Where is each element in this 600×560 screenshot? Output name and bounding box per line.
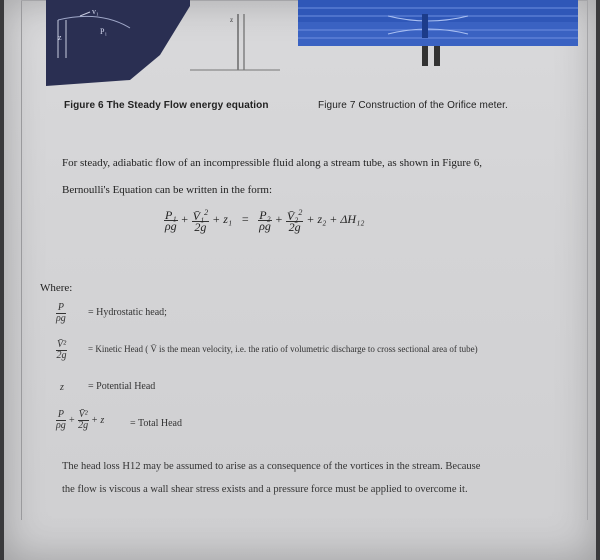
document-page: [4, 0, 596, 560]
hydrostatic-symbol: $\frac{P}{\rho g}$: [56, 302, 66, 324]
figure7-leg-left: [422, 46, 428, 66]
potential-symbol: z: [60, 382, 64, 393]
total-head-symbol: $\frac{P}{\rho g}$ + $\frac{\text{V̄²}}{2g}$ + z: [56, 409, 105, 431]
total-head-text: = Total Head: [130, 418, 182, 429]
eq-z1: + z₁: [212, 211, 233, 226]
figure7-pipe-top: [298, 0, 578, 22]
kinetic-text: = Kinetic Head ( V̄ is the mean velocity, i.e. the ratio of volumetric discharge to cross sectional area of tube): [88, 344, 478, 354]
page-border-right: [587, 0, 588, 520]
intro-line-1: For steady, adiabatic flow of an incompressible fluid along a stream tube, as shown in Figure 6,: [62, 157, 482, 169]
figure7-orifice-plate: [422, 14, 428, 38]
figure7-illustration: [298, 0, 578, 70]
potential-text: = Potential Head: [88, 381, 156, 392]
figure6-label-z: z: [58, 33, 62, 42]
kinetic-symbol: $\frac{\text{V̄²}}{2g}$: [56, 339, 67, 361]
where-label: Where:: [40, 282, 73, 294]
bernoulli-equation: [164, 198, 444, 244]
eq-plus: +: [180, 211, 189, 226]
intro-line-2: Bernoulli's Equation can be written in the form:: [62, 184, 273, 196]
figure6-label-p1: P₁: [100, 27, 108, 36]
eq-term-p2: $\frac{\text{P₂}}{\rho g}$: [259, 207, 271, 233]
figure6-label-z-right: z: [230, 16, 234, 24]
figure7-leg-right: [434, 46, 440, 66]
figure6-dark-region: [46, 0, 190, 86]
eq-plus-2: +: [274, 211, 283, 226]
eq-term-p1: $\frac{\text{P₁}}{\rho g}$: [164, 207, 177, 233]
page-border-left: [21, 0, 22, 520]
eq-tail: + z₂ + ΔH₁₂: [306, 211, 365, 226]
eq-term-v2: $\frac{V̄_2^2}{2g}$: [286, 208, 303, 234]
closing-line-2: the flow is viscous a wall shear stress exists and a pressure force must be applied to overcome it.: [62, 484, 468, 495]
hydrostatic-text: = Hydrostatic head;: [88, 307, 167, 318]
figure6-label-v1: v₁: [92, 7, 99, 16]
eq-equals: =: [241, 211, 250, 226]
eq-term-v1: $\frac{V̄_1^2}{2g}$: [192, 208, 209, 234]
figure6-caption: Figure 6 The Steady Flow energy equation: [64, 100, 269, 111]
figure6-illustration: [40, 0, 290, 92]
figure7-pipe-body: [298, 22, 578, 46]
closing-line-1: The head loss H12 may be assumed to arise as a consequence of the vortices in the stream. Because: [62, 461, 481, 472]
figure7-caption: Figure 7 Construction of the Orifice meter.: [318, 100, 508, 111]
